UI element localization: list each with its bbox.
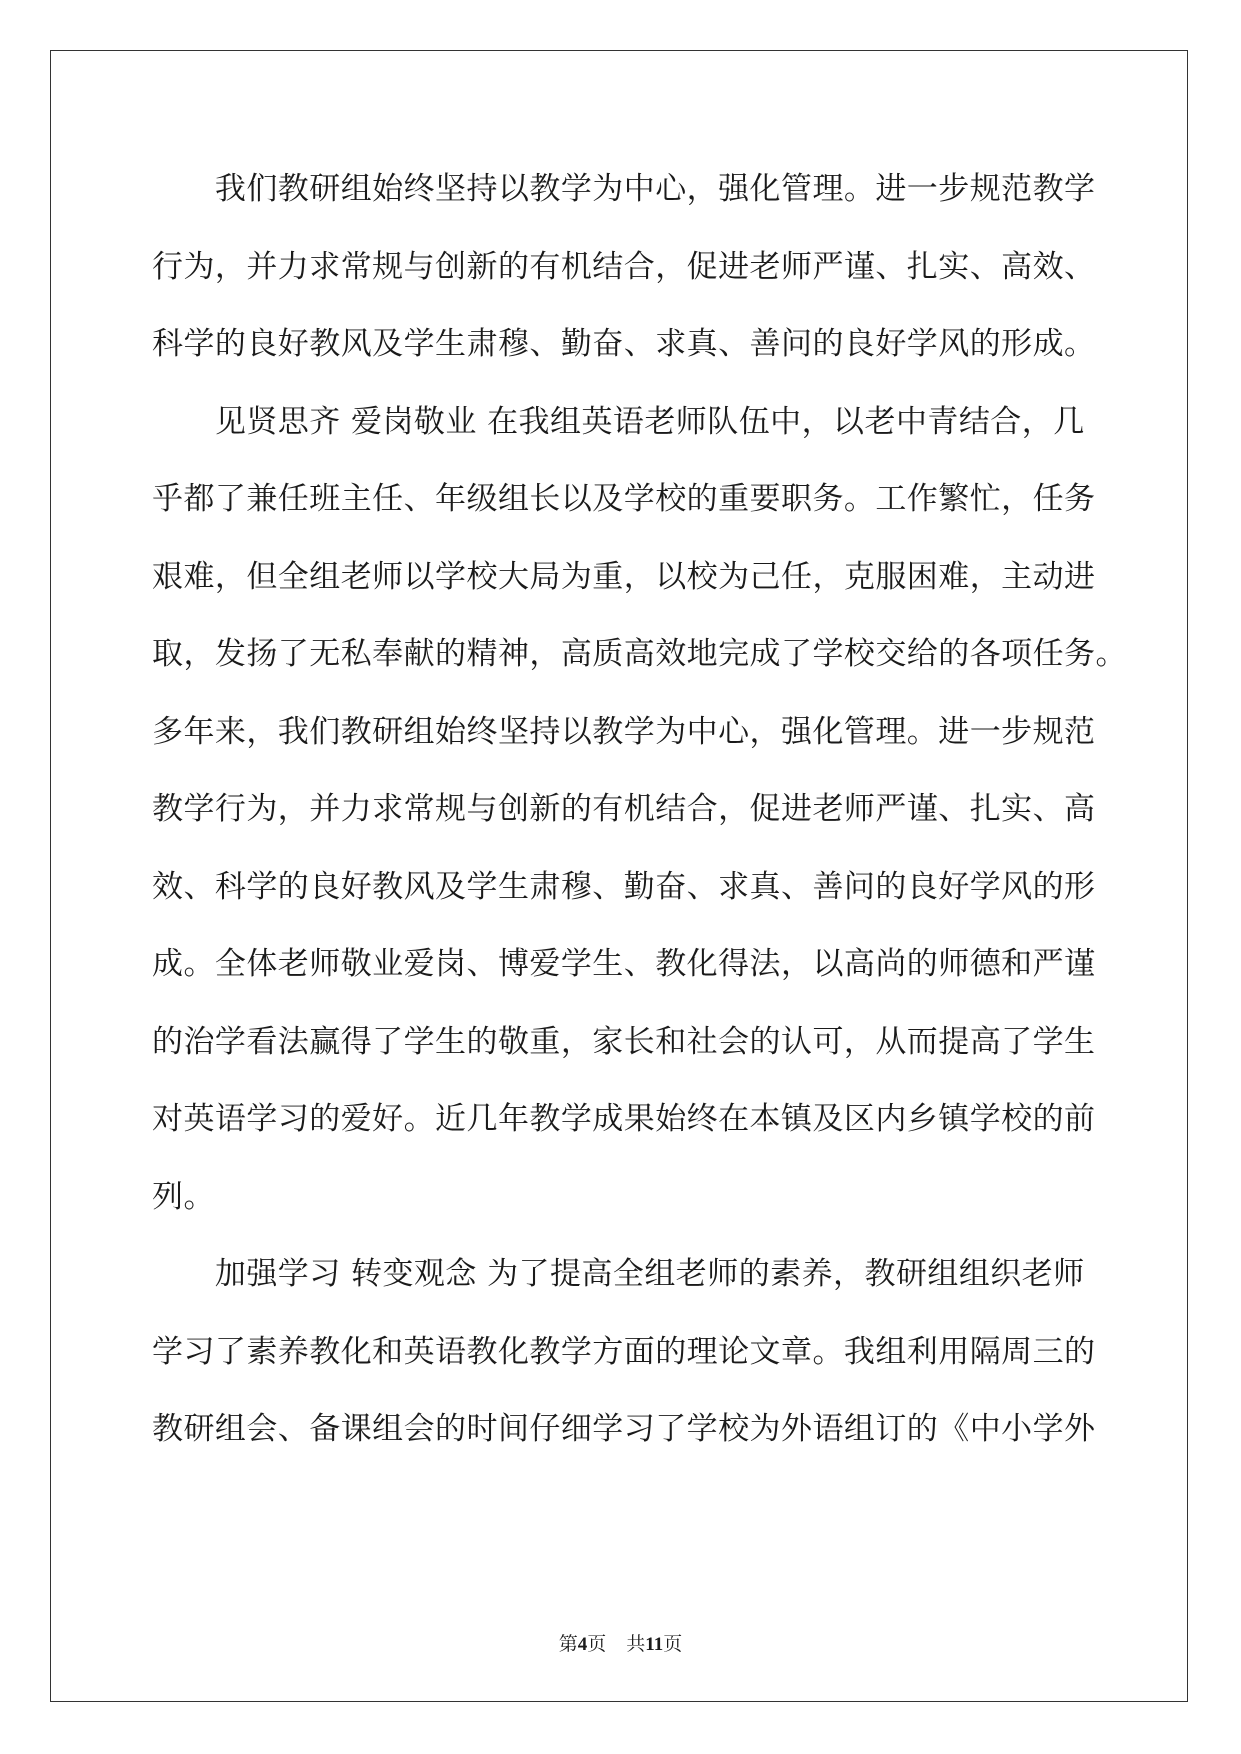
text-line: 我们教研组始终坚持以教学为中心，强化管理。进一步规范教学	[152, 171, 1096, 207]
page-suffix: 页	[587, 1633, 607, 1655]
text-line: 行为，并力求常规与创新的有机结合，促进老师严谨、扎实、高效、	[152, 248, 1096, 285]
text-line: 的治学看法赢得了学生的敬重，家长和社会的认可，从而提高了学生	[152, 1023, 1096, 1060]
text-line: 教研组会、备课组会的时间仔细学习了学校为外语组订的《中小学外	[152, 1411, 1096, 1447]
text-line: 学习了素养教化和英语教化教学方面的理论文章。我组利用隔周三的	[152, 1333, 1096, 1370]
text-line: 效、科学的良好教风及学生肃穆、勤奋、求真、善问的良好学风的形	[152, 868, 1096, 905]
text-line: 教学行为，并力求常规与创新的有机结合，促进老师严谨、扎实、高	[152, 791, 1096, 827]
text-line: 乎都了兼任班主任、年级组长以及学校的重要职务。工作繁忙，任务	[152, 481, 1096, 517]
text-line: 列。	[152, 1178, 215, 1215]
text-line: 多年来，我们教研组始终坚持以教学为中心，强化管理。进一步规范	[152, 713, 1096, 750]
page-footer	[0, 1632, 1241, 1657]
page-current: 4	[577, 1634, 588, 1655]
text-line: 成。全体老师敬业爱岗、博爱学生、教化得法，以高尚的师德和严谨	[152, 946, 1096, 982]
document-body	[152, 161, 1127, 1479]
total-prefix: 共	[626, 1633, 646, 1655]
text-line: 对英语学习的爱好。近几年教学成果始终在本镇及区内乡镇学校的前	[152, 1101, 1096, 1137]
page-prefix: 第	[558, 1633, 578, 1655]
total-suffix: 页	[663, 1633, 683, 1655]
text-line: 艰难，但全组老师以学校大局为重，以校为己任，克服困难，主动进	[152, 558, 1096, 595]
text-line: 取，发扬了无私奉献的精神，高质高效地完成了学校交给的各项任务。	[152, 636, 1127, 672]
text-line: 加强学习 转变观念 为了提高全组老师的素养，教研组组织老师	[152, 1256, 1085, 1292]
text-line: 科学的良好教风及学生肃穆、勤奋、求真、善问的良好学风的形成。	[152, 326, 1096, 362]
text-line: 见贤思齐 爱岗敬业 在我组英语老师队伍中，以老中青结合，几	[152, 403, 1085, 440]
page-total: 11	[645, 1634, 664, 1655]
